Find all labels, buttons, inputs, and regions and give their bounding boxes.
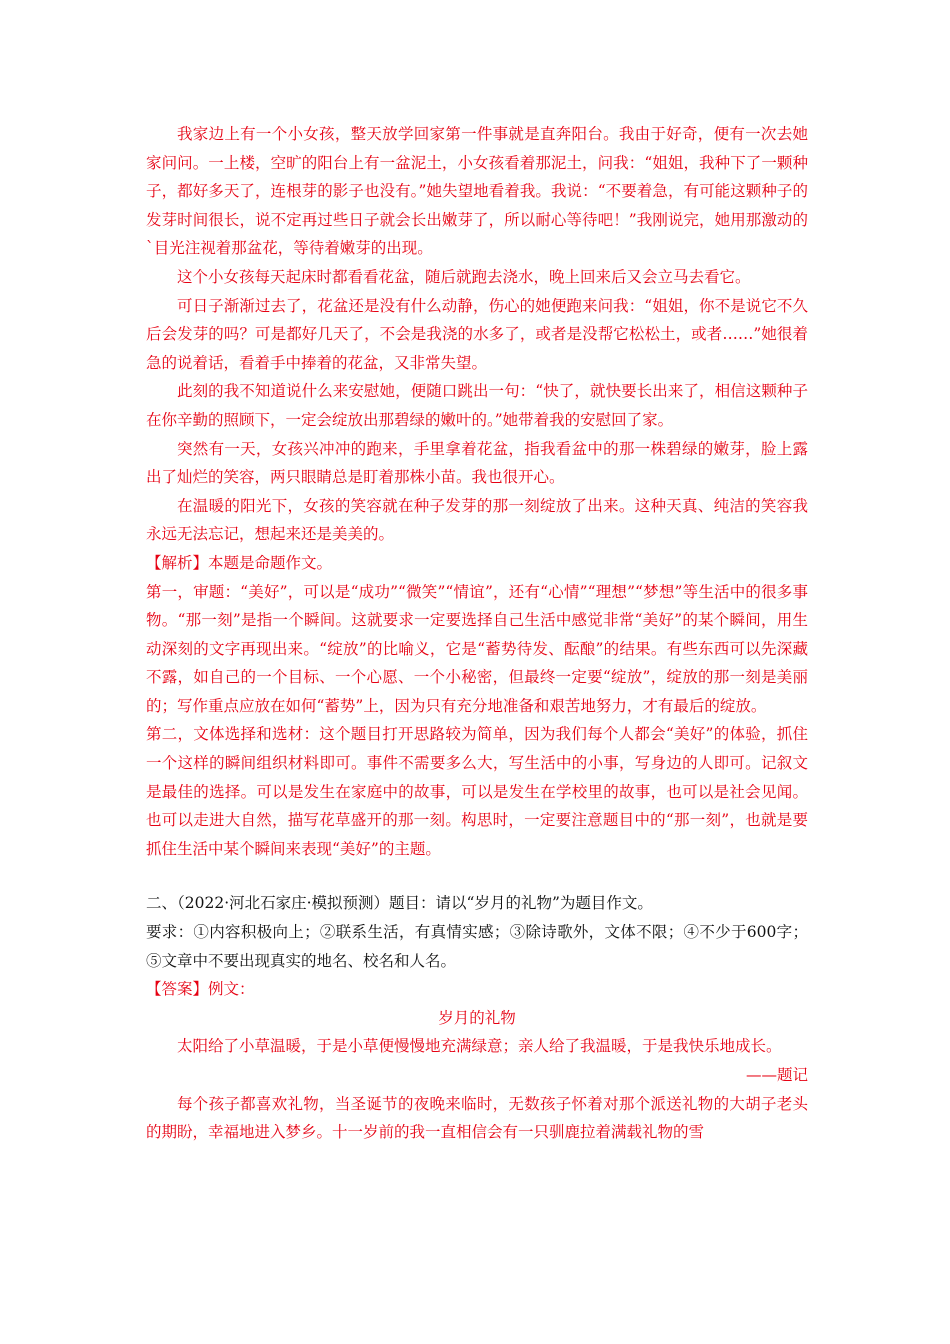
essay-paragraph: 此刻的我不知道说什么来安慰她，便随口跳出一句：“快了，就快要长出来了，相信这颗种子在你辛勤的照顾下，一定会绽放出那碧绿的嫩叶的。”她带着我的安慰回了家。 bbox=[146, 382, 808, 429]
document-page bbox=[146, 120, 808, 1147]
answer-label: 【答案】 bbox=[146, 980, 209, 999]
analysis-section bbox=[146, 549, 808, 864]
essay-paragraph: 在温暖的阳光下，女孩的笑容就在种子发芽的那一刻绽放了出来。这种天真、纯洁的笑容我永远无法忘记，想起来还是美美的。 bbox=[146, 496, 808, 544]
analysis-point: 第二，文体选择和选材：这个题目打开思路较为简单，因为我们每个人都会“美好”的体验，抓住一个这样的瞬间组织材料即可。事件不需要多么大，写生活中的小事，写身边的人即可。记叙文是最佳的选择。可以是发生在家庭中的故事，可以是发生在学校里的故事，也可以是社会见闻。也可以走进大自然，描写花草盛开的那一刻。构思时，一定要注意题目中的“那一刻”，也就是要抓住生活中某个瞬间来表现“美好”的主题。 bbox=[146, 725, 808, 858]
essay-paragraph: 突然有一天，女孩兴冲冲的跑来，手里拿着花盆，指我看盆中的那一株碧绿的嫩芽，脸上露出了灿烂的笑容，两只眼睛总是盯着那株小苗。我也很开心。 bbox=[146, 439, 808, 487]
essay-title: 岁月的礼物 bbox=[438, 1008, 516, 1027]
essay-paragraph: 我家边上有一个小女孩，整天放学回家第一件事就是直奔阳台。我由于好奇，便有一次去她家问问。一上楼，空旷的阳台上有一盆泥土，小女孩看着那泥土，问我：“姐姐，我种下了一颗种子，都好多天了，连根芽的影子也没有。”她失望地看着我。我说：“不要着急，有可能这颗种子的发芽时间很长，说不定再过些日子就会长出嫩芽了，所以耐心等待吧！”我刚说完，她用那激动的`目光注视着那盆花，等待着嫩芽的出现。 bbox=[146, 125, 808, 258]
essay-paragraph: 这个小女孩每天起床时都看看花盆，随后就跑去浇水，晚上回来后又会立马去看它。 bbox=[177, 267, 751, 286]
question-two bbox=[146, 889, 808, 1146]
essay-body: 每个孩子都喜欢礼物，当圣诞节的夜晚来临时，无数孩子怀着对那个派送礼物的大胡子老头的期盼，幸福地进入梦乡。十一岁前的我一直相信会有一只驯鹿拉着满载礼物的雪 bbox=[146, 1094, 808, 1142]
question-requirements: 要求：①内容积极向上；②联系生活，有真情实感；③除诗歌外，文体不限；④不少于600字；⑤文章中不要出现真实的地名、校名和人名。 bbox=[146, 923, 808, 970]
analysis-intro: 本题是命题作文。 bbox=[208, 553, 333, 572]
answer-intro: 例文： bbox=[208, 980, 255, 999]
analysis-label: 【解析】 bbox=[146, 553, 209, 572]
essay-paragraph: 可日子渐渐过去了，花盆还是没有什么动静，伤心的她便跑来问我：“姐姐，你不是说它不久后会发芽的吗？可是都好几天了，不会是我浇的水多了，或者是没帮它松松土，或者……”她很着急的说着话，看着手中捧着的花盆，又非常失望。 bbox=[146, 296, 808, 372]
example-essay bbox=[146, 120, 808, 549]
essay-epigraph: 太阳给了小草温暖，于是小草便慢慢地充满绿意；亲人给了我温暖，于是我快乐地成长。 bbox=[177, 1037, 782, 1056]
analysis-point: 第一，审题：“美好”，可以是“成功”“微笑”“情谊”，还有“心情”“理想”“梦想”等生活中的很多事物。“那一刻”是指一个瞬间。这就要求一定要选择自己生活中感觉非常“美好”的某个瞬间，用生动深刻的文字再现出来。“绽放”的比喻义，它是“蓄势待发、酝酿”的结果。有些东西可以先深藏不露，如自己的一个目标、一个心愿、一个小秘密，但最终一定要“绽放”，绽放的那一刻是美丽的；写作重点应放在如何“蓄势”上，因为只有充分地准备和艰苦地努力，才有最后的绽放。 bbox=[146, 582, 808, 715]
question-heading: 二、（2022·河北石家庄·模拟预测）题目：请以“岁月的礼物”为题目作文。 bbox=[146, 894, 653, 913]
epigraph-source: ——题记 bbox=[745, 1066, 808, 1084]
